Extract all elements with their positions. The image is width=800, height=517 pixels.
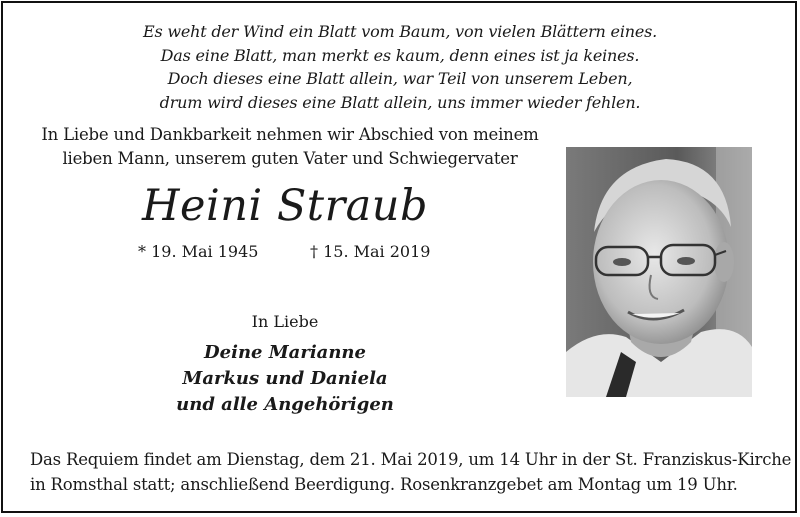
poem-line: Es weht der Wind ein Blatt vom Baum, von vielen Blättern eines. (142, 22, 658, 41)
requiem-line: in Romsthal statt; anschließend Beerdigung. Rosenkranzgebet am Montag um 19 Uhr. (30, 474, 738, 494)
death-date: † 15. Mai 2019 (310, 242, 431, 261)
intro-text (30, 123, 550, 171)
poem (0, 20, 800, 114)
portrait-photo-icon (566, 147, 752, 397)
poem-line: drum wird dieses eine Blatt allein, uns immer wieder fehlen. (159, 92, 641, 112)
requiem-notice (30, 448, 792, 497)
portrait-illustration (566, 147, 752, 397)
poem-line: Doch dieses eine Blatt allein, war Teil von unserem Leben, (167, 69, 633, 88)
deceased-name: Heini Straub (142, 181, 428, 231)
love-label: In Liebe (251, 312, 319, 331)
requiem-line: Das Requiem findet am Dienstag, dem 21. Mai 2019, um 14 Uhr in der St. Franziskus-Kirche (30, 450, 792, 469)
mourner-line: Markus und Daniela (182, 368, 388, 389)
birth-date: * 19. Mai 1945 (138, 242, 259, 261)
poem-line: Das eine Blatt, man merkt es kaum, denn eines ist ja keines. (160, 45, 640, 65)
intro-line: In Liebe und Dankbarkeit nehmen wir Abschied von meinem (41, 125, 539, 144)
mourners-list (30, 340, 540, 418)
intro-line: lieben Mann, unserem guten Vater und Schwiegervater (62, 149, 518, 168)
mourner-line: Deine Marianne (204, 342, 366, 363)
mourner-line: und alle Angehörigen (176, 394, 394, 415)
